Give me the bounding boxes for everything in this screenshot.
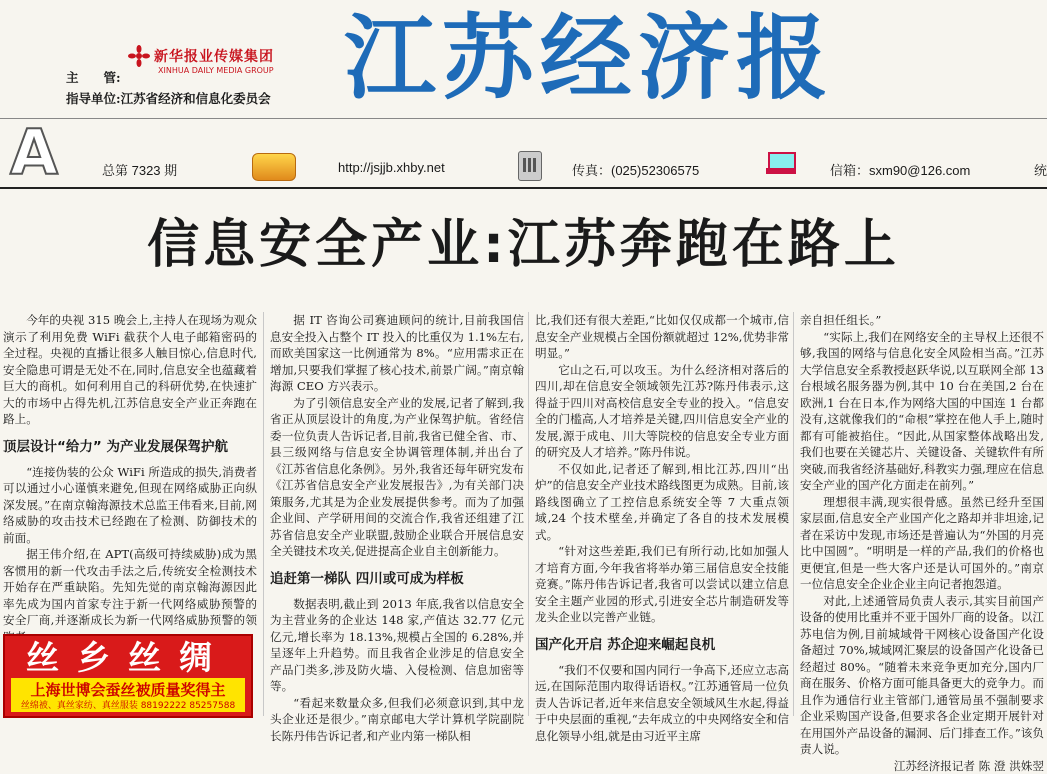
website-url[interactable]: http://jsjjb.xhby.net — [338, 160, 445, 175]
paragraph: 对此,上述通管局负责人表示,其实目前国产设备的使用比重并不亚于国外厂商的设备。以江苏电信为例,目前城域骨干网核心设备国产化设备超过 70%,城域网汇聚层的设备国产化设备已经超过 80%。“随着未来竞争更加充分,国内厂商在服务、价格方面可能具备更大的竞争力。而且作为通信行业主管部门,通管局虽不强制要求企业采购国产设备,但要求各企业定期开展针对在用国外产品设备的漏洞、后门排查工作。”该负责人说。 — [800, 593, 1044, 758]
article-byline: 江苏经济报记者 陈 澄 洪姝翌 — [800, 758, 1044, 774]
paragraph: 它山之石,可以攻玉。为什么经济相对落后的四川,却在信息安全领域领先江苏?陈丹伟表示,这得益于四川对高校信息安全专业的投入。“信息安全的门槛高,人才培养是关键,四川信息安全产业的发展,源于成电、川大等院校的信息安全专业方面的研究及人才培养。”陈丹伟说。 — [535, 362, 789, 461]
paragraph: “连接伪装的公众 WiFi 所造成的损失,消费者可以通过小心谨慎来避免,但现在网络威胁正向纵深发展。”在南京翰海源技术总监王伟看来,目前,网络威胁的攻击技术已经跑在了检测、防御技术的前面。 — [3, 464, 257, 547]
xinhua-flower-icon — [128, 45, 150, 67]
paragraph: 数据表明,截止到 2013 年底,我省以信息安全为主营业务的企业达 148 家,产值达 32.77 亿元亿元,增长率为 18.13%,规模占全国的 6.28%,并呈逐年上升趋势。而且我省企业涉足的信息安全产品门类多,涉及防火墙、入侵检测、信息加密等等。 — [270, 596, 524, 695]
website-icon — [252, 153, 296, 181]
article-column-2 — [270, 312, 524, 744]
fax-number: 传真：(025)52306575 — [572, 160, 699, 179]
silk-advertisement[interactable] — [3, 634, 253, 718]
article-column-1 — [3, 312, 257, 645]
paragraph: “我们不仅要和国内同行一争高下,还应立志高远,在国际范围内取得话语权。”江苏通管局一位负责人告诉记者,近年来信息安全领域风生水起,得益于中央层面的重视,“去年成立的中央网络安全和信息化领导小组,就是由习近平主席 — [535, 662, 789, 745]
newspaper-title: 江苏经济报 — [344, 0, 834, 118]
masthead — [0, 0, 1047, 118]
column-divider — [263, 312, 264, 716]
edition-letter: A — [10, 119, 58, 187]
section-subheading: 顶层设计“给力” 为产业发展保驾护航 — [3, 438, 257, 456]
article-headline: 信息安全产业:江苏奔跑在路上 — [0, 200, 1047, 290]
article-column-4 — [800, 312, 1044, 774]
paragraph: “看起来数量众多,但我们必须意识到,其中龙头企业还是很少。”南京邮电大学计算机学院副院长陈丹伟告诉记者,和产业内第一梯队相 — [270, 695, 524, 745]
paragraph: 不仅如此,记者还了解到,相比江苏,四川“出炉”的信息安全产业技术路线图更为成熟。目前,该路线图确立了工控信息系统安全等 7 大重点领域,24 个技术壁垒,并确定了各自的技术发展模式。 — [535, 461, 789, 544]
paragraph: “针对这些差距,我们已有所行动,比如加强人才培育方面,今年我省将举办第三届信息安全技能竞赛。”陈丹伟告诉记者,我省可以尝试以建立信息安全主题产业园的形式,引进安全芯片制造研发等龙头企业以完善产业链。 — [535, 543, 789, 626]
paragraph: 据王伟介绍,在 APT(高级可持续威胁)成为黑客惯用的新一代攻击手法之后,传统安全检测技术开始存在严重缺陷。先知先觉的南京翰海源因此率先成为国内首家专注于新一代网络威胁预警的安全厂商,并逐渐成长为新一代网络威胁预警的领 — [3, 546, 257, 645]
info-bar — [0, 118, 1047, 189]
publisher-english-name: XINHUA DAILY MEDIA GROUP — [158, 66, 274, 75]
ad-yellow-band — [11, 678, 245, 712]
section-subheading: 追赶第一梯队 四川或可成为样板 — [270, 570, 524, 588]
email-icon — [766, 152, 796, 174]
paragraph-continued: 亲自担任组长。” — [800, 312, 1044, 329]
paragraph: 据 IT 咨询公司赛迪顾问的统计,目前我国信息安全投入占整个 IT 投入的比重仅为 1.1%左右,而欧美国家这一比例通常为 8%。“应用需求正在增加,只要我们掌握了核心技术,前景广阔。”南京翰海源 CEO 方兴表示。 — [270, 312, 524, 395]
fax-icon — [518, 151, 542, 181]
guidance-line: 指导单位:江苏省经济和信息化委员会 — [66, 89, 271, 107]
column-divider — [528, 312, 529, 716]
publisher-name: 新华报业传媒集团 — [154, 46, 274, 66]
sponsor-line: 主 管: — [66, 68, 121, 86]
cut-off-text: 统 — [1034, 160, 1047, 179]
article-column-3 — [535, 312, 789, 744]
ad-products: 丝绵被、真丝家纺、真丝服装 88192222 85257588 — [11, 698, 245, 711]
ad-title: 丝乡丝绸 — [5, 638, 251, 678]
paragraph: 理想很丰满,现实很骨感。虽然已经升至国家层面,信息安全产业国产化之路却并非坦途,记者在采访中发现,市场还是普遍认为“外国的月亮比中国圆”。“明明是一样的产品,我们的价格也更便宜,但是一些大客户还是认可国外的。”南京一位信息安全企业企业主向记者抱怨道。 — [800, 494, 1044, 593]
column-divider — [793, 312, 794, 716]
paragraph-continued: 比,我们还有很大差距,“比如仅仅成都一个城市,信息安全产业规模占全国份额就超过 12%,优势非常明显。” — [535, 312, 789, 362]
paragraph: 为了引领信息安全产业的发展,记者了解到,我省正从顶层设计的角度,为产业保驾护航。省经信委一位负责人告诉记者,目前,我省已健全省、市、县三级网络与信息安全协调管理体制,并出台了《江苏省信息化条例》。另外,我省还每年研究发布《江苏省信息安全产业发展报告》,为有关部门决策服务,尤其是为企业发展提供参考。而为了加强企业间、产学研用间的交流合作,我省还组建了江苏省信息安全产业联盟,鼓励企业联合开展信息安全关键技术攻关,促进提高企业自主创新能力。 — [270, 395, 524, 560]
paragraph: 今年的央视 315 晚会上,主持人在现场为观众演示了利用免费 WiFi 截获个人电子邮箱密码的全过程。央视的直播让很多人触目惊心,信息时代,安全隐患可谓是无处不在,同时,信息安全也蕴藏着巨大的商机。如何利用自己的科研优势,在快速扩大的市场中占得先机,江苏信息安全产业正奔跑在路上。 — [3, 312, 257, 428]
issue-number: 总第 7323 期 — [102, 160, 177, 179]
email-address[interactable]: 信箱：sxm90@126.com — [830, 160, 970, 179]
section-subheading: 国产化开启 苏企迎来崛起良机 — [535, 636, 789, 654]
paragraph: “实际上,我们在网络安全的主导权上还很不够,我国的网络与信息化安全风险相当高。”江苏大学信息安全系教授赵跃华说,以互联网全部 13 台根域名服务器为例,其中 10 台在美国,2 台在欧洲,1 台在日本,作为网络大国的中国连 1 台都没有,这就像我们的“命根”掌控在他人手上,随时都有可能被掐住。“因此,从国家整体战略出发,我们也要在关键芯片、关键设备、关键软件有所突破,而我省经济基础好,科教实力强,理应在信息安全产业的国产化方面走在前列。” — [800, 329, 1044, 494]
ad-slogan: 上海世博会蚕丝被质量奖得主 — [11, 679, 245, 700]
publisher-logo — [128, 45, 274, 67]
